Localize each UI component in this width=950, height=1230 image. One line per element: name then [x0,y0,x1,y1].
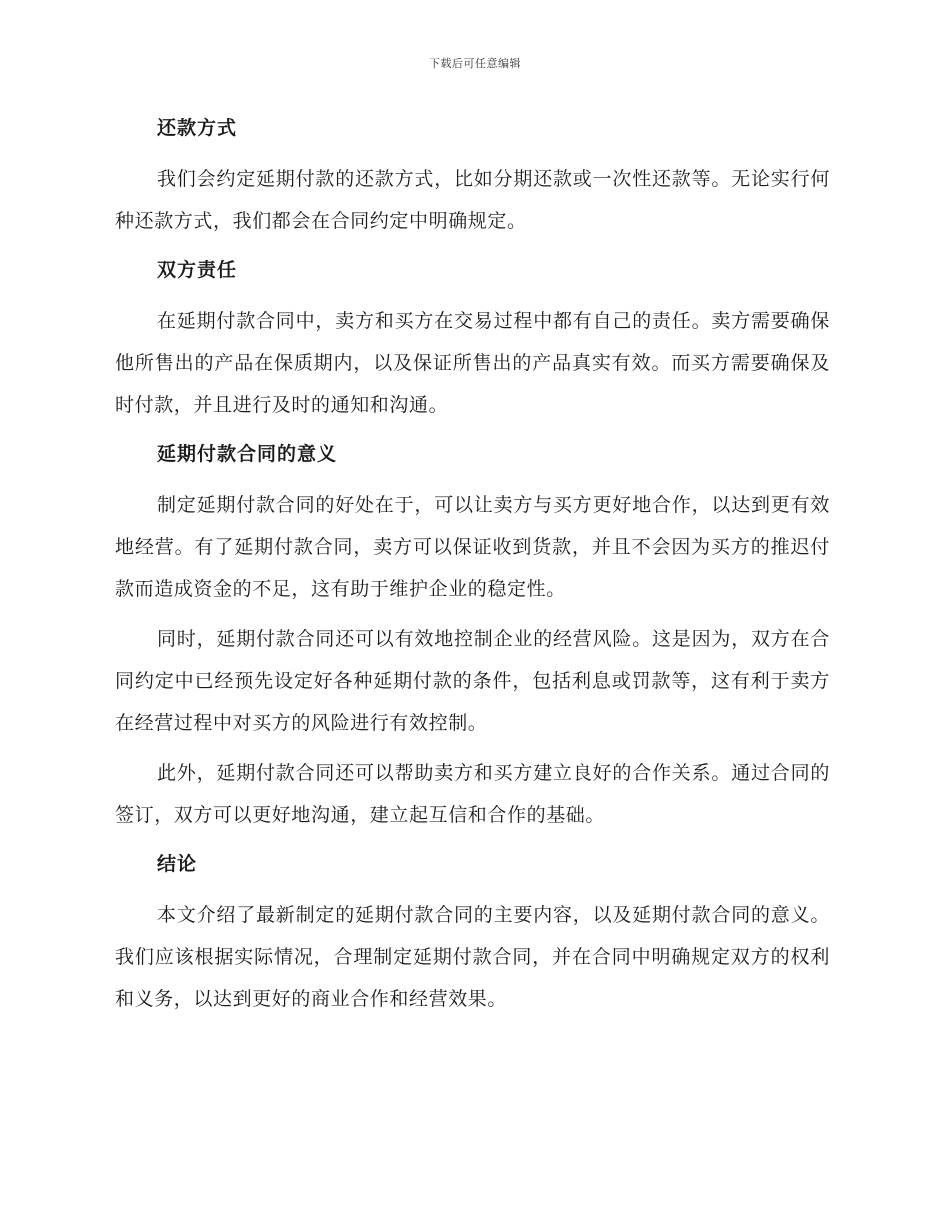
section-heading: 结论 [157,853,198,875]
paragraph: 此外，延期付款合同还可以帮助卖方和买方建立良好的合作关系。通过合同的签订，双方可以更好地沟通，建立起互信和合作的基础。 [115,762,830,826]
section-responsibilities [115,250,830,434]
paragraph: 本文介绍了最新制定的延期付款合同的主要内容，以及延期付款合同的意义。我们应该根据实际情况，合理制定延期付款合同，并在合同中明确规定双方的权利和义务，以达到更好的商业合作和经营效果。 [115,904,830,1010]
paragraph: 在延期付款合同中，卖方和买方在交易过程中都有自己的责任。卖方需要确保他所售出的产品在保质期内，以及保证所售出的产品真实有效。而买方需要确保及时付款，并且进行及时的通知和沟通。 [115,310,830,416]
document-body [115,108,830,1020]
paragraph: 同时，延期付款合同还可以有效地控制企业的经营风险。这是因为，双方在合同约定中已经预先设定好各种延期付款的条件，包括利息或罚款等，这有利于卖方在经营过程中对买方的风险进行有效控制。 [115,628,830,734]
paragraph: 我们会约定延期付款的还款方式，比如分期还款或一次性还款等。无论实行何种还款方式，我们都会在合同约定中明确规定。 [115,168,830,232]
section-conclusion [115,844,830,1020]
page-header-note: 下载后可任意编辑 [429,57,521,70]
section-repayment [115,108,830,250]
section-significance [115,434,830,844]
paragraph: 制定延期付款合同的好处在于，可以让卖方与买方更好地合作，以达到更有效地经营。有了延期付款合同，卖方可以保证收到货款，并且不会因为买方的推迟付款而造成资金的不足，这有助于维护企业的稳定性。 [115,494,830,600]
section-heading: 还款方式 [157,117,238,139]
section-heading: 延期付款合同的意义 [157,443,338,465]
section-heading: 双方责任 [157,259,238,281]
